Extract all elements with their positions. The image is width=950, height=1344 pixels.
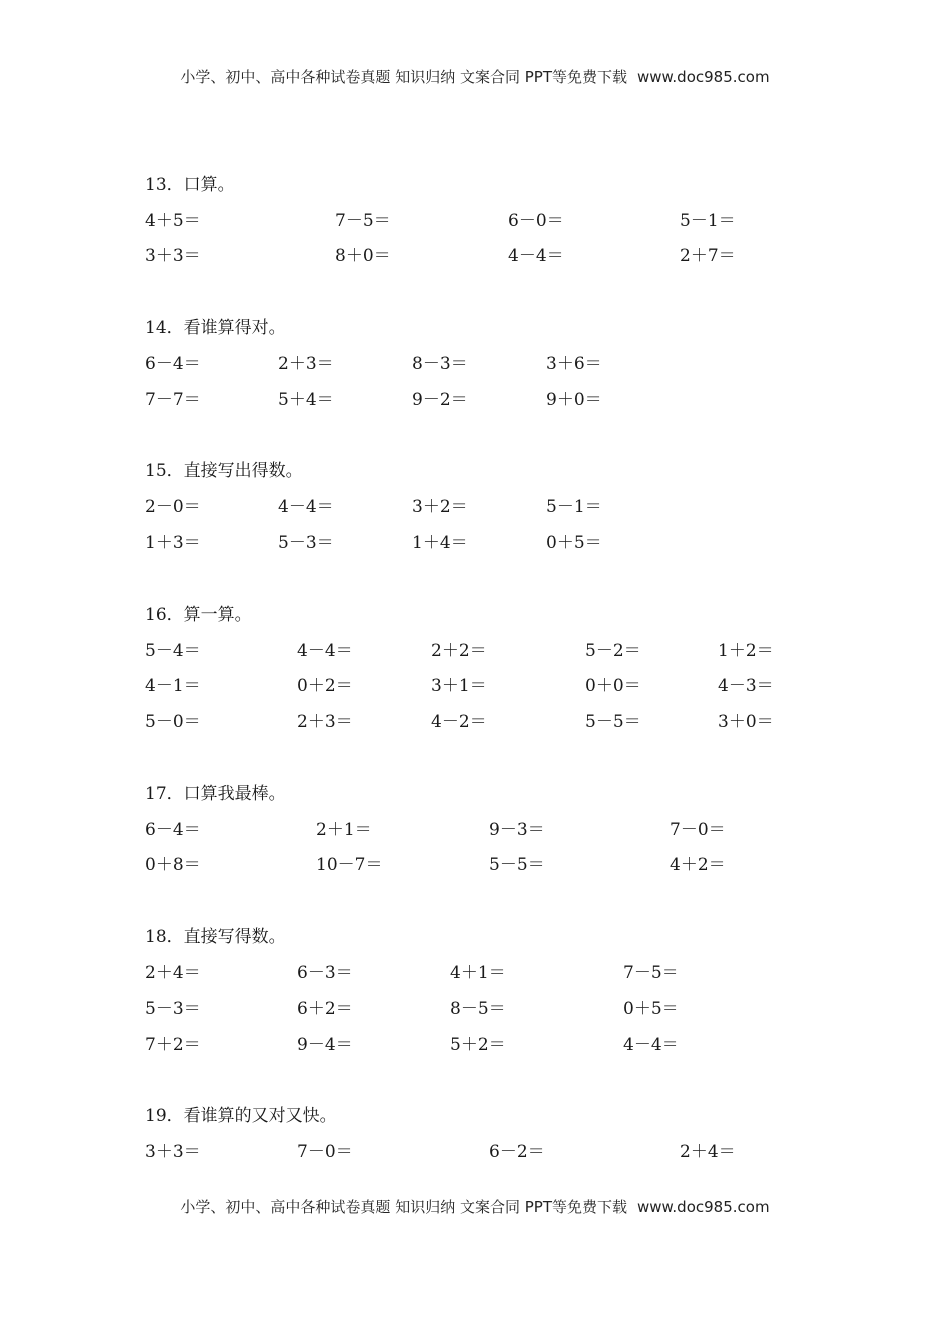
problem: 3＋3＝ [145,1142,201,1162]
footer-text: 小学、初中、高中各种试卷真题 知识归纳 文案合同 PPT等免费下载 [180,1198,627,1216]
problem: 5－0＝ [145,712,201,732]
problem: 10－7＝ [316,855,383,875]
problem: 6－4＝ [145,354,201,374]
problem: 2＋3＝ [297,712,353,732]
problem: 0＋5＝ [546,533,602,553]
problem: 2＋4＝ [145,963,201,983]
problem: 9－3＝ [489,820,545,840]
problem: 4－4＝ [278,497,334,517]
problem: 4＋5＝ [145,211,201,231]
section-18-title: 18．直接写得数。 [145,927,286,947]
problem: 6－2＝ [489,1142,545,1162]
problem: 7－0＝ [670,820,726,840]
page-header [0,66,950,87]
problem: 5＋4＝ [278,390,334,410]
problem: 3＋1＝ [431,676,487,696]
problem: 7－7＝ [145,390,201,410]
problem: 5－5＝ [585,712,641,732]
problem: 3＋3＝ [145,246,201,266]
problem: 4－4＝ [623,1035,679,1055]
problem: 9－2＝ [412,390,468,410]
problem: 6－3＝ [297,963,353,983]
problem: 4－1＝ [145,676,201,696]
problem: 2－0＝ [145,497,201,517]
problem: 5－4＝ [145,641,201,661]
problem: 4－3＝ [718,676,774,696]
problem: 2＋1＝ [316,820,372,840]
problem: 5－3＝ [278,533,334,553]
problem: 5－2＝ [585,641,641,661]
section-16-title: 16．算一算。 [145,605,252,625]
section-17-title: 17．口算我最棒。 [145,784,286,804]
problem: 7－5＝ [335,211,391,231]
page-footer [0,1196,950,1217]
problem: 0＋5＝ [623,999,679,1019]
problem: 5－1＝ [680,211,736,231]
problem: 0＋0＝ [585,676,641,696]
section-13-title: 13．口算。 [145,175,235,195]
section-15-title: 15．直接写出得数。 [145,461,303,481]
problem: 4＋1＝ [450,963,506,983]
problem: 0＋8＝ [145,855,201,875]
problem: 8－5＝ [450,999,506,1019]
problem: 4＋2＝ [670,855,726,875]
problem: 4－2＝ [431,712,487,732]
section-14-title: 14．看谁算得对。 [145,318,286,338]
problem: 1＋2＝ [718,641,774,661]
problem: 8－3＝ [412,354,468,374]
problem: 6－4＝ [145,820,201,840]
header-url: www.doc985.com [636,68,770,86]
section-19-title: 19．看谁算的又对又快。 [145,1106,337,1126]
header-text: 小学、初中、高中各种试卷真题 知识归纳 文案合同 PPT等免费下载 [180,68,627,86]
problem: 8＋0＝ [335,246,391,266]
problem: 1＋4＝ [412,533,468,553]
problem: 3＋6＝ [546,354,602,374]
problem: 6＋2＝ [297,999,353,1019]
problem: 6－0＝ [508,211,564,231]
problem: 2＋4＝ [680,1142,736,1162]
problem: 3＋0＝ [718,712,774,732]
problem: 5－5＝ [489,855,545,875]
problem: 9＋0＝ [546,390,602,410]
problem: 4－4＝ [297,641,353,661]
problem: 1＋3＝ [145,533,201,553]
problem: 2＋7＝ [680,246,736,266]
problem: 5－3＝ [145,999,201,1019]
footer-url: www.doc985.com [636,1198,770,1216]
problem: 9－4＝ [297,1035,353,1055]
problem: 2＋3＝ [278,354,334,374]
problem: 3＋2＝ [412,497,468,517]
problem: 5－1＝ [546,497,602,517]
problem: 7－5＝ [623,963,679,983]
problem: 2＋2＝ [431,641,487,661]
problem: 0＋2＝ [297,676,353,696]
problem: 7－0＝ [297,1142,353,1162]
problem: 4－4＝ [508,246,564,266]
problem: 7＋2＝ [145,1035,201,1055]
problem: 5＋2＝ [450,1035,506,1055]
